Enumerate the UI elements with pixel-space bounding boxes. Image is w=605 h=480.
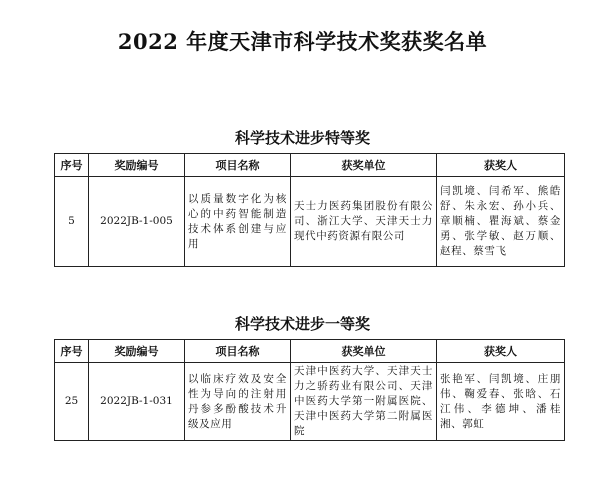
- table-header-row: [55, 154, 565, 177]
- cell-persons: 张艳军、闫凯境、庄朋伟、鞠爱春、张晗、石江伟、李德坤、潘桂湘、郭虹: [437, 363, 565, 441]
- cell-project: 以临床疗效及安全性为导向的注射用丹参多酚酸技术升级及应用: [185, 363, 291, 441]
- cell-persons: 闫凯境、闫希军、熊皓舒、朱永宏、孙小兵、章顺楠、瞿海斌、蔡金勇、张学敏、赵万顺、赵程、蔡雪飞: [437, 177, 565, 267]
- award-table-first-prize: [54, 339, 565, 441]
- cell-project: 以质量数字化为核心的中药智能制造技术体系创建与应用: [185, 177, 291, 267]
- cell-no: 25: [55, 363, 89, 441]
- cell-code: 2022JB-1-005: [89, 177, 185, 267]
- cell-units: 天津中医药大学、天津天士力之骄药业有限公司、天津中医药大学第一附属医院、天津中医药大学第二附属医院: [291, 363, 437, 441]
- column-header-project: 项目名称: [185, 154, 291, 177]
- column-header-persons: 获奖人: [437, 154, 565, 177]
- cell-code: 2022JB-1-031: [89, 363, 185, 441]
- column-header-no: 序号: [55, 154, 89, 177]
- section-title-first-prize: 科学技术进步一等奖: [234, 315, 370, 333]
- section-title-special-prize: 科学技术进步特等奖: [234, 129, 370, 147]
- column-header-units: 获奖单位: [291, 340, 437, 363]
- cell-no: 5: [55, 177, 89, 267]
- table-row: [55, 363, 565, 441]
- column-header-project: 项目名称: [185, 340, 291, 363]
- column-header-units: 获奖单位: [291, 154, 437, 177]
- column-header-code: 奖励编号: [89, 154, 185, 177]
- column-header-no: 序号: [55, 340, 89, 363]
- award-table-special-prize: [54, 153, 565, 267]
- page-title: 2022 年度天津市科学技术奖获奖名单: [117, 29, 488, 54]
- column-header-persons: 获奖人: [437, 340, 565, 363]
- table-header-row: [55, 340, 565, 363]
- column-header-code: 奖励编号: [89, 340, 185, 363]
- table-row: [55, 177, 565, 267]
- cell-units: 天士力医药集团股份有限公司、浙江大学、天津天士力现代中药资源有限公司: [291, 177, 437, 267]
